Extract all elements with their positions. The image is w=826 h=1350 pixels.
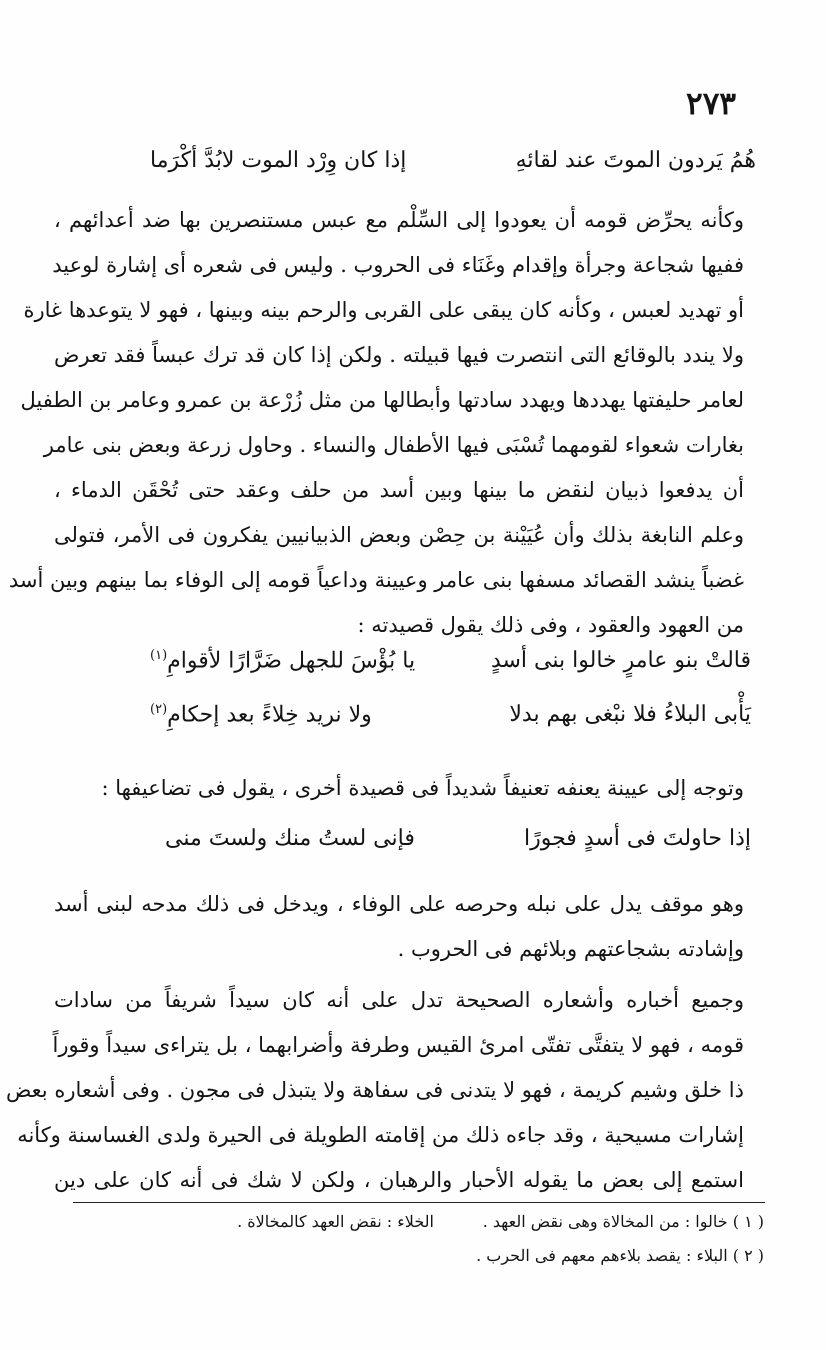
paragraph-line: ولا يندد بالوقائع التى انتصرت فيها قبيلته . ولكن إذا كان قد ترك عبساً فقد تعرض [54,343,744,367]
verse-3 [150,702,751,742]
paragraph-line: أن يدفعوا ذبيان لنقض ما بينها وبين أسد من حلف وعقد حتى تُحْقَن الدماء ، [54,478,744,502]
paragraph-2: وتوجه إلى عيينة يعنفه تعنيفاً شديداً فى قصيدة أخرى ، يقول فى تضاعيفها : [101,776,744,800]
paragraph-line: وعلم النابغة بذلك وأن عُيَيْنة بن حِصْن وبعض الذبيانيين يفكرون فى الأمر، فتولى [54,523,744,547]
footnote-ref-1: (١) [150,648,168,663]
page-number: ٢٧٣ [686,86,736,122]
paragraph-line: لعامر حليفتها يهددها ويهدد سادتها وأبطالها من مثل زُرْعة بن عمرو وعامر بن الطفيل [20,388,744,412]
paragraph-line: إشارات مسيحية ، وقد جاءه ذلك من إقامته الطويلة فى الحيرة ولدى الغساسنة وكأنه [17,1123,744,1147]
paragraph-line: وهو موقف يدل على نبله وحرصه على الوفاء ، ويدخل فى ذلك مدحه لبنى أسد [54,892,744,916]
footnote-2: ( ٢ ) البلاء : يقصد بلاءهم معهم فى الحرب . [476,1246,764,1265]
paragraph-line: وإشادته بشجاعتهم وبلائهم فى الحروب . [397,937,744,961]
verse-2-hemistich-2-text: يا بُؤْسَ للجهل ضَرَّارًا لأقوامِ [167,648,416,674]
paragraph-line: استمع إلى بعض ما يقوله الأحبار والرهبان ، ولكن لا شك فى أنه كان على دين [54,1168,744,1192]
footnote-divider [73,1202,765,1203]
verse-4-hemistich-1: إذا حاولتَ فى أسدٍ فجورًا [524,826,751,851]
footnote-ref-2: (٢) [150,702,168,717]
footnote-1: ( ١ ) خالوا : من المخالاة وهى نقض العهد . [482,1212,764,1231]
verse-2-hemistich-1: قالتْ بنو عامرٍ خالوا بنى أسدٍ [490,648,751,673]
paragraph-line: غضباً ينشد القصائد مسفها بنى عامر وعيينة وداعياً قومه إلى الوفاء بما بينهم وبين أسد [8,568,744,592]
paragraph-line: وجميع أخباره وأشعاره الصحيحة تدل على أنه كان سيداً شريفاً من سادات [54,988,744,1012]
paragraph-line: وكأنه يحرِّض قومه أن يعودوا إلى السِّلْم مع عبس مستنصرين بها ضد أعدائهم ، [54,208,744,232]
verse-3-hemistich-1: يَأْبى البلاءُ فلا نبْغى بهم بدلا [509,702,751,727]
paragraph-line: ذا خلق وشيم كريمة ، فهو لا يتدنى فى سفاهة ولا يتبذل فى مجون . وفى أشعاره بعض [5,1078,744,1102]
verse-1 [150,148,756,188]
verse-4 [165,826,751,866]
paragraph-line: أو تهديد لعبس ، وكأنه كان يبقى على القربى والرحم بينه وبينها ، فهو لا يتوعدها غارة [23,298,744,322]
verse-2 [150,648,751,688]
verse-1-hemistich-1: هُمُ يَردون الموتَ عند لقائهِ [515,148,756,173]
paragraph-line: من العهود والعقود ، وفى ذلك يقول قصيدته : [357,613,744,637]
verse-3-hemistich-2-text: ولا نريد خِلاءً بعد إحكامِ [167,702,372,728]
paragraph-line: قومه ، فهو لا يتفتَّى تفتّى امرئ القيس وطرفة وأضرابهما ، بل يتراءى سيداً وقوراً [52,1033,744,1057]
paragraph-line: بغارات شعواء لقومهما تُسْبَى فيها الأطفال والنساء . وحاول زرعة وبعض بنى عامر [43,433,744,457]
paragraph-line: ففيها شجاعة وجرأة وإقدام وغَنَاء فى الحروب . وليس فى شعره أى إشارة لوعيد [52,253,744,277]
footnote-1-continued: الخلاء : نقض العهد كالمخالاة . [237,1212,434,1231]
verse-2-hemistich-2 [150,648,415,673]
verse-3-hemistich-2 [150,702,372,727]
verse-1-hemistich-2: إذا كان وِرْد الموت لابُدَّ أكْرَما [150,148,407,173]
verse-4-hemistich-2: فإنى لستُ منك ولستَ منى [165,826,415,851]
